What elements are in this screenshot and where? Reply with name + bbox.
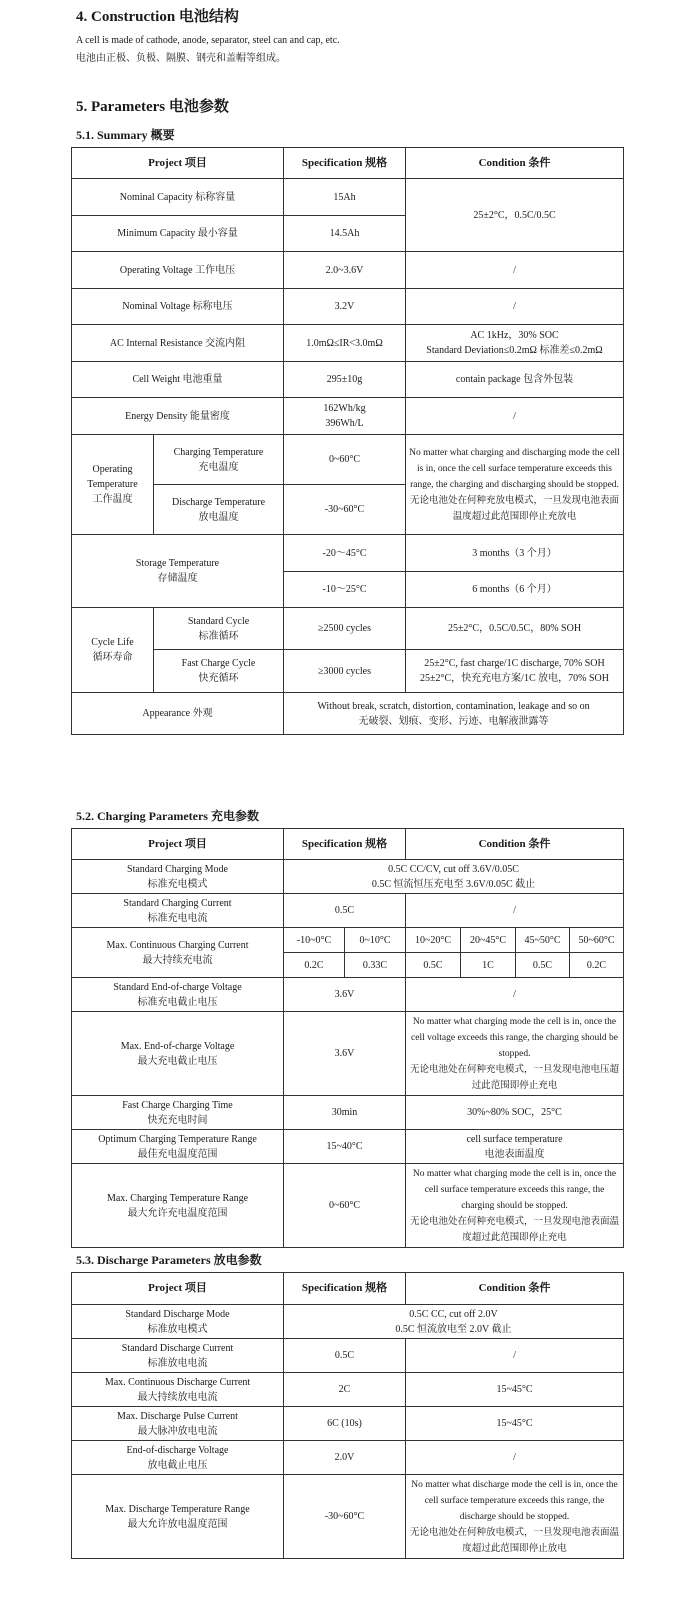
discharge-temperature-value: -30~60°C xyxy=(284,485,406,535)
table-row xyxy=(72,289,624,325)
table-row xyxy=(72,1339,624,1373)
max-continuous-discharge-condition: 15~45°C xyxy=(406,1373,624,1407)
optimum-temp-condition: cell surface temperature 电池表面温度 xyxy=(406,1130,624,1164)
table-row xyxy=(72,1305,624,1339)
nominal-voltage-value: 3.2V xyxy=(284,289,406,325)
energy-density-label: Energy Density 能量密度 xyxy=(72,398,284,435)
standard-cycle-condition: 25±2°C，0.5C/0.5C，80% SOH xyxy=(406,608,624,650)
max-discharge-temp-condition: No matter what discharge mode the cell is in, once the cell surface temperature exceeds this range, the discharge should be stopped. 无论电池处在何种放电模式，一旦发现电池表面温度超过此范围即停止放电 xyxy=(406,1475,624,1559)
max-discharge-temp-value: -30~60°C xyxy=(284,1475,406,1559)
optimum-temp-label: Optimum Charging Temperature Range 最佳充电温度范围 xyxy=(72,1130,284,1164)
table-row xyxy=(72,1096,624,1130)
construction-text-en: A cell is made of cathode, anode, separator, steel can and cap, etc. xyxy=(76,35,340,46)
std-charging-mode-value: 0.5C CC/CV, cut off 3.6V/0.05C 0.5C 恒流恒压充电至 3.6V/0.05C 截止 xyxy=(284,860,624,894)
section-5-heading: 5. Parameters 电池参数 xyxy=(76,99,229,115)
charging-temperature-value: 0~60°C xyxy=(284,435,406,485)
temp-range-cell: -10~0°C xyxy=(284,928,345,953)
header-project: Project 项目 xyxy=(72,148,284,179)
table-header-row xyxy=(72,829,624,860)
table-row xyxy=(72,1475,624,1559)
summary-table xyxy=(71,147,624,735)
table-row xyxy=(72,179,624,216)
fast-cycle-condition: 25±2°C, fast charge/1C discharge, 70% SOH 25±2°C，快充充电方案/1C 放电，70% SOH xyxy=(406,650,624,693)
discharge-temperature-label: Discharge Temperature 放电温度 xyxy=(154,485,284,535)
table-row xyxy=(72,860,624,894)
table-row xyxy=(72,1441,624,1475)
temp-range-cell: 10~20°C xyxy=(406,928,461,953)
ac-resistance-value: 1.0mΩ≤IR<3.0mΩ xyxy=(284,325,406,362)
section-5-2-heading: 5.2. Charging Parameters 充电参数 xyxy=(76,809,259,823)
temperature-condition-text: No matter what charging and discharging mode the cell is in, once the cell surface temperature exceeds this range, the charging and discharging should be stopped. 无论电池处在何种充放电模式，一旦发现电池表面温度超过此范围即停止充放电 xyxy=(409,447,620,522)
section-4-heading: 4. Construction 电池结构 xyxy=(76,9,239,25)
ac-resistance-label: AC Internal Resistance 交流内阻 xyxy=(72,325,284,362)
header-specification: Specification 规格 xyxy=(284,148,406,179)
table-row xyxy=(72,1373,624,1407)
ac-resistance-condition: AC 1kHz，30% SOC Standard Deviation≤0.2mΩ 标准差≤0.2mΩ xyxy=(406,325,624,362)
max-continuous-discharge-label: Max. Continuous Discharge Current 最大持续放电电流 xyxy=(72,1373,284,1407)
current-cell: 1C xyxy=(461,953,516,978)
max-continuous-charging-label: Max. Continuous Charging Current 最大持续充电流 xyxy=(72,928,284,978)
nominal-voltage-label: Nominal Voltage 标称电压 xyxy=(72,289,284,325)
minimum-capacity-value: 14.5Ah xyxy=(284,216,406,252)
temp-range-cell: 20~45°C xyxy=(461,928,516,953)
table-row xyxy=(72,252,624,289)
header-specification: Specification 规格 xyxy=(284,1273,406,1305)
table-row xyxy=(72,608,624,650)
table-row xyxy=(72,928,624,953)
std-charging-mode-label: Standard Charging Mode 标准充电模式 xyxy=(72,860,284,894)
table-row xyxy=(72,1130,624,1164)
construction-text-cn: 电池由正极、负极、隔膜、钢壳和盖帽等组成。 xyxy=(76,53,286,64)
table-row xyxy=(72,650,624,693)
charging-temperature-label: Charging Temperature 充电温度 xyxy=(154,435,284,485)
energy-density-value: 162Wh/kg 396Wh/L xyxy=(284,398,406,435)
std-discharge-mode-value: 0.5C CC, cut off 2.0V 0.5C 恒流放电至 2.0V 截止 xyxy=(284,1305,624,1339)
header-project: Project 项目 xyxy=(72,829,284,860)
std-discharge-current-label: Standard Discharge Current 标准放电电流 xyxy=(72,1339,284,1373)
max-pulse-discharge-value: 6C (10s) xyxy=(284,1407,406,1441)
section-5-1-heading: 5.1. Summary 概要 xyxy=(76,128,175,142)
standard-cycle-value: ≥2500 cycles xyxy=(284,608,406,650)
operating-temperature-label: Operating Temperature 工作温度 xyxy=(72,435,154,535)
current-cell: 0.33C xyxy=(345,953,406,978)
std-charging-current-condition: / xyxy=(406,894,624,928)
current-cell: 0.5C xyxy=(406,953,461,978)
operating-voltage-value: 2.0~3.6V xyxy=(284,252,406,289)
charging-table xyxy=(71,828,624,1248)
energy-density-condition: / xyxy=(406,398,624,435)
max-charging-temp-value: 0~60°C xyxy=(284,1164,406,1248)
std-discharge-mode-label: Standard Discharge Mode 标准放电模式 xyxy=(72,1305,284,1339)
capacity-condition: 25±2°C，0.5C/0.5C xyxy=(406,179,624,252)
header-condition: Condition 条件 xyxy=(406,148,624,179)
table-row xyxy=(72,978,624,1012)
max-pulse-discharge-label: Max. Discharge Pulse Current 最大脉冲放电电流 xyxy=(72,1407,284,1441)
appearance-label: Appearance 外观 xyxy=(72,693,284,735)
storage-temperature-label: Storage Temperature 存储温度 xyxy=(72,535,284,608)
table-row xyxy=(72,693,624,735)
header-specification: Specification 规格 xyxy=(284,829,406,860)
nominal-voltage-condition: / xyxy=(406,289,624,325)
current-cell: 0.5C xyxy=(516,953,570,978)
table-row xyxy=(72,435,624,485)
temp-range-cell: 45~50°C xyxy=(516,928,570,953)
temperature-condition xyxy=(406,435,624,535)
current-cell: 0.2C xyxy=(570,953,624,978)
header-condition: Condition 条件 xyxy=(406,1273,624,1305)
table-row xyxy=(72,894,624,928)
cell-weight-label: Cell Weight 电池重量 xyxy=(72,362,284,398)
table-row xyxy=(72,535,624,572)
temp-range-cell: 0~10°C xyxy=(345,928,406,953)
table-row xyxy=(72,362,624,398)
fast-cycle-label: Fast Charge Cycle 快充循环 xyxy=(154,650,284,693)
std-charging-current-label: Standard Charging Current 标准充电电流 xyxy=(72,894,284,928)
max-end-voltage-value: 3.6V xyxy=(284,1012,406,1096)
std-discharge-current-value: 0.5C xyxy=(284,1339,406,1373)
max-pulse-discharge-condition: 15~45°C xyxy=(406,1407,624,1441)
table-row xyxy=(72,325,624,362)
storage-temp-value: -10～25°C xyxy=(284,572,406,608)
std-end-voltage-condition: / xyxy=(406,978,624,1012)
table-header-row xyxy=(72,148,624,179)
header-condition: Condition 条件 xyxy=(406,829,624,860)
fast-charge-time-label: Fast Charge Charging Time 快充充电时间 xyxy=(72,1096,284,1130)
table-row xyxy=(72,1164,624,1248)
optimum-temp-value: 15~40°C xyxy=(284,1130,406,1164)
max-charging-temp-label: Max. Charging Temperature Range 最大允许充电温度范围 xyxy=(72,1164,284,1248)
current-cell: 0.2C xyxy=(284,953,345,978)
nominal-capacity-value: 15Ah xyxy=(284,179,406,216)
std-end-voltage-label: Standard End-of-charge Voltage 标准充电截止电压 xyxy=(72,978,284,1012)
header-project: Project 项目 xyxy=(72,1273,284,1305)
appearance-value: Without break, scratch, distortion, contamination, leakage and so on 无破裂、划痕、变形、污迹、电解液泄露等 xyxy=(284,693,624,735)
operating-voltage-condition: / xyxy=(406,252,624,289)
table-row xyxy=(72,1012,624,1096)
nominal-capacity-label: Nominal Capacity 标称容量 xyxy=(72,179,284,216)
fast-cycle-value: ≥3000 cycles xyxy=(284,650,406,693)
minimum-capacity-label: Minimum Capacity 最小容量 xyxy=(72,216,284,252)
storage-temp-condition: 6 months（6 个月） xyxy=(406,572,624,608)
std-charging-current-value: 0.5C xyxy=(284,894,406,928)
discharge-table xyxy=(71,1272,624,1559)
section-5-3-heading: 5.3. Discharge Parameters 放电参数 xyxy=(76,1253,262,1267)
table-row xyxy=(72,1407,624,1441)
storage-temp-condition: 3 months（3 个月） xyxy=(406,535,624,572)
temp-range-cell: 50~60°C xyxy=(570,928,624,953)
end-discharge-voltage-value: 2.0V xyxy=(284,1441,406,1475)
end-discharge-voltage-label: End-of-discharge Voltage 放电截止电压 xyxy=(72,1441,284,1475)
table-header-row xyxy=(72,1273,624,1305)
storage-temp-value: -20～45°C xyxy=(284,535,406,572)
cell-weight-value: 295±10g xyxy=(284,362,406,398)
operating-voltage-label: Operating Voltage 工作电压 xyxy=(72,252,284,289)
max-continuous-discharge-value: 2C xyxy=(284,1373,406,1407)
std-end-voltage-value: 3.6V xyxy=(284,978,406,1012)
max-charging-temp-condition: No matter what charging mode the cell is in, once the cell surface temperature exceeds this range, the charging should be stopped. 无论电池处在何种充电模式，一旦发现电池表面温度超过此范围即停止充电 xyxy=(406,1164,624,1248)
max-end-voltage-label: Max. End-of-charge Voltage 最大充电截止电压 xyxy=(72,1012,284,1096)
fast-charge-time-value: 30min xyxy=(284,1096,406,1130)
std-discharge-current-condition: / xyxy=(406,1339,624,1373)
max-end-voltage-condition: No matter what charging mode the cell is in, once the cell voltage exceeds this range, the charging should be stopped. 无论电池处在何种充电模式，一旦发现电池电压超过此范围即停止充电 xyxy=(406,1012,624,1096)
fast-charge-time-condition: 30%~80% SOC，25°C xyxy=(406,1096,624,1130)
standard-cycle-label: Standard Cycle 标准循环 xyxy=(154,608,284,650)
max-discharge-temp-label: Max. Discharge Temperature Range 最大允许放电温度范围 xyxy=(72,1475,284,1559)
cell-weight-condition: contain package 包含外包装 xyxy=(406,362,624,398)
table-row xyxy=(72,398,624,435)
cycle-life-label: Cycle Life 循环寿命 xyxy=(72,608,154,693)
end-discharge-voltage-condition: / xyxy=(406,1441,624,1475)
